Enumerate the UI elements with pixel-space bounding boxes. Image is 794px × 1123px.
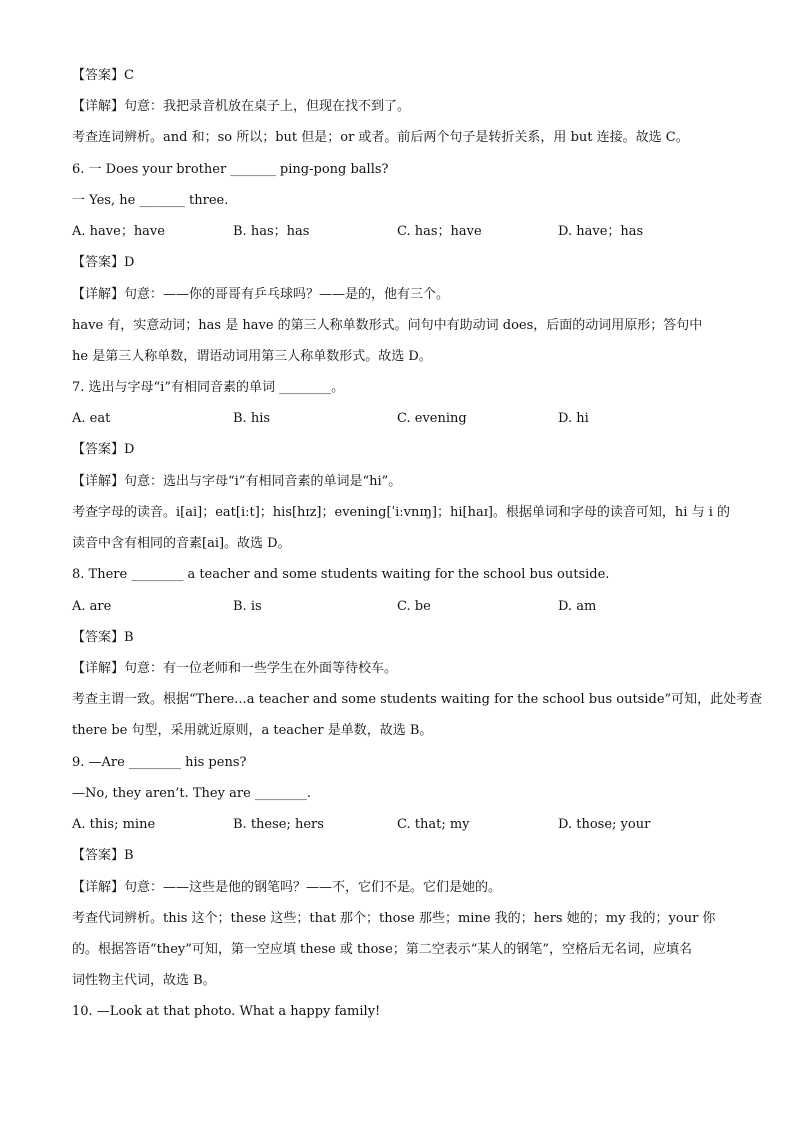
option-d[interactable]: D. those; your: [558, 817, 651, 832]
option-a[interactable]: A. have；have: [72, 224, 165, 239]
explanation-line: 【详解】句意：——你的哥哥有乒乓球吗？——是的，他有三个。: [72, 287, 450, 302]
option-b[interactable]: B. these; hers: [233, 817, 324, 832]
explanation-line: have 有，实意动词；has 是 have 的第三人称单数形式。问句中有助动词 does，后面的动词用原形；答句中: [72, 318, 703, 333]
question-9: 9. —Are ________ his pens?: [72, 755, 247, 770]
question-10: 10. —Look at that photo. What a happy family!: [72, 1004, 381, 1019]
option-b[interactable]: B. his: [233, 411, 271, 426]
explanation-line: 的。根据答语“they”可知，第一空应填 these 或 those；第二空表示“某人的钢笔”，空格后无名词，应填名: [72, 942, 693, 957]
question-9-reply: —No, they aren’t. They are ________.: [72, 786, 312, 801]
explanation-line: 【详解】句意：——这些是他的钢笔吗？——不，它们不是。它们是她的。: [72, 880, 502, 895]
option-b[interactable]: B. has；has: [233, 224, 310, 239]
answer-label: 【答案】D: [72, 255, 135, 270]
explanation-line: he 是第三人称单数，谓语动词用第三人称单数形式。故选 D。: [72, 349, 432, 364]
explanation-line: 【详解】句意：有一位老师和一些学生在外面等待校车。: [72, 661, 398, 676]
answer-label: 【答案】B: [72, 630, 134, 645]
explanation-line: 【详解】句意：我把录音机放在桌子上，但现在找不到了。: [72, 99, 411, 114]
explanation-line: 考查连词辨析。and 和；so 所以；but 但是；or 或者。前后两个句子是转折关系，用 but 连接。故选 C。: [72, 130, 689, 145]
option-b[interactable]: B. is: [233, 599, 262, 614]
option-a[interactable]: A. eat: [72, 411, 111, 426]
option-c[interactable]: C. evening: [397, 411, 467, 426]
option-c[interactable]: C. that; my: [397, 817, 470, 832]
explanation-line: 考查代词辨析。this 这个；these 这些；that 那个；those 那些；mine 我的；hers 她的；my 我的；your 你: [72, 911, 716, 926]
option-c[interactable]: C. has；have: [397, 224, 482, 239]
question-6: 6. 一 Does your brother _______ ping-pong balls?: [72, 162, 389, 177]
explanation-line: 考查主谓一致。根据“There...a teacher and some students waiting for the school bus outside”可知，此处考查: [72, 692, 763, 707]
question-6-reply: 一 Yes, he _______ three.: [72, 193, 229, 208]
explanation-line: there be 句型，采用就近原则，a teacher 是单数，故选 B。: [72, 723, 433, 738]
option-d[interactable]: D. hi: [558, 411, 589, 426]
answer-label: 【答案】B: [72, 848, 134, 863]
question-8: 8. There ________ a teacher and some students waiting for the school bus outside.: [72, 567, 610, 582]
option-c[interactable]: C. be: [397, 599, 431, 614]
option-d[interactable]: D. have；has: [558, 224, 644, 239]
question-7: 7. 选出与字母“i”有相同音素的单词 ________。: [72, 380, 345, 395]
explanation-line: 读音中含有相同的音素[ai]。故选 D。: [72, 536, 291, 551]
answer-label: 【答案】C: [72, 68, 134, 83]
answer-label: 【答案】D: [72, 442, 135, 457]
explanation-line: 词性物主代词，故选 B。: [72, 973, 216, 988]
option-a[interactable]: A. are: [72, 599, 112, 614]
option-d[interactable]: D. am: [558, 599, 597, 614]
explanation-line: 【详解】句意：选出与字母“i”有相同音素的单词是“hi”。: [72, 474, 402, 489]
explanation-line: 考查字母的读音。i[ai]；eat[iːt]；his[hɪz]；evening[ˈiːvnɪŋ]；hi[haɪ]。根据单词和字母的读音可知，hi 与 i 的: [72, 505, 731, 520]
option-a[interactable]: A. this; mine: [72, 817, 156, 832]
